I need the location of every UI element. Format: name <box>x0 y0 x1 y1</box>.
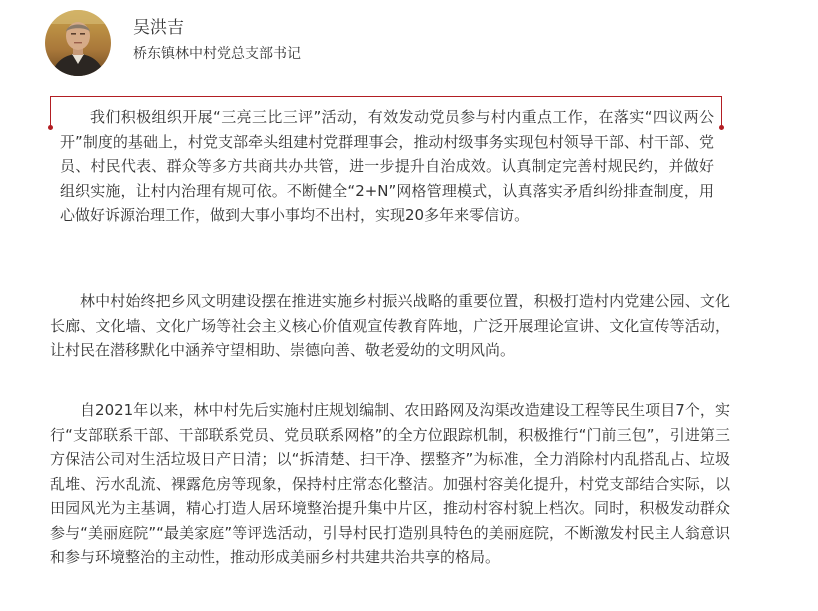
quote-paragraph: 我们积极组织开展“三亮三比三评”活动，有效发动党员参与村内重点工作，在落实“四议两公开”制度的基础上，村党支部牵头组建村党群理事会，推动村级事务实现包村领导干部、村干部、党员、村民代表、群众等多方共商共办共管，进一步提升自治成效。认真制定完善村规民约，并做好组织实施，让村内治理有规可依。不断健全“2+N”网格管理模式，认真落实矛盾纠纷排查制度，用心做好诉源治理工作，做到大事小事均不出村，实现20多年来零信访。 <box>60 108 714 224</box>
profile-header <box>45 10 301 76</box>
portrait-image <box>45 10 111 76</box>
quote-frame-right-line <box>721 96 722 128</box>
quote-frame-left-dot <box>48 125 53 130</box>
body-paragraph: 林中村始终把乡风文明建设摆在推进实施乡村振兴战略的重要位置，积极打造村内党建公园、文化长廊、文化墙、文化广场等社会主义核心价值观宣传教育阵地，广泛开展理论宣讲、文化宣传等活动，让村民在潜移默化中涵养守望相助、崇德向善、敬老爱幼的文明风尚。 <box>50 292 730 359</box>
person-name: 吴洪吉 <box>133 18 184 38</box>
quote-frame-left-line <box>50 96 51 128</box>
quote-frame-right-dot <box>719 125 724 130</box>
avatar <box>45 10 111 76</box>
quote-frame-top-line <box>50 96 722 97</box>
body-paragraph: 自2021年以来，林中村先后实施村庄规划编制、农田路网及沟渠改造建设工程等民生项目7个，实行“支部联系干部、干部联系党员、党员联系网格”的全方位跟踪机制，积极推行“门前三包”，引进第三方保洁公司对生活垃圾日产日清；以“拆清楚、扫干净、摆整齐”为标准，全力消除村内乱搭乱占、垃圾乱堆、污水乱流、裸露危房等现象，保持村庄常态化整洁。加强村容美化提升，村党支部结合实际，以田园风光为主基调，精心打造人居环境整治提升集中片区，推动村容村貌上档次。同时，积极发动群众参与“美丽庭院”“最美家庭”等评选活动，引导村民打造别具特色的美丽庭院，不断激发村民主人翁意识和参与环境整治的主动性，推动形成美丽乡村共建共治共享的格局。 <box>50 401 730 566</box>
person-title: 桥东镇林中村党总支部书记 <box>133 46 301 62</box>
person-info <box>133 17 301 63</box>
